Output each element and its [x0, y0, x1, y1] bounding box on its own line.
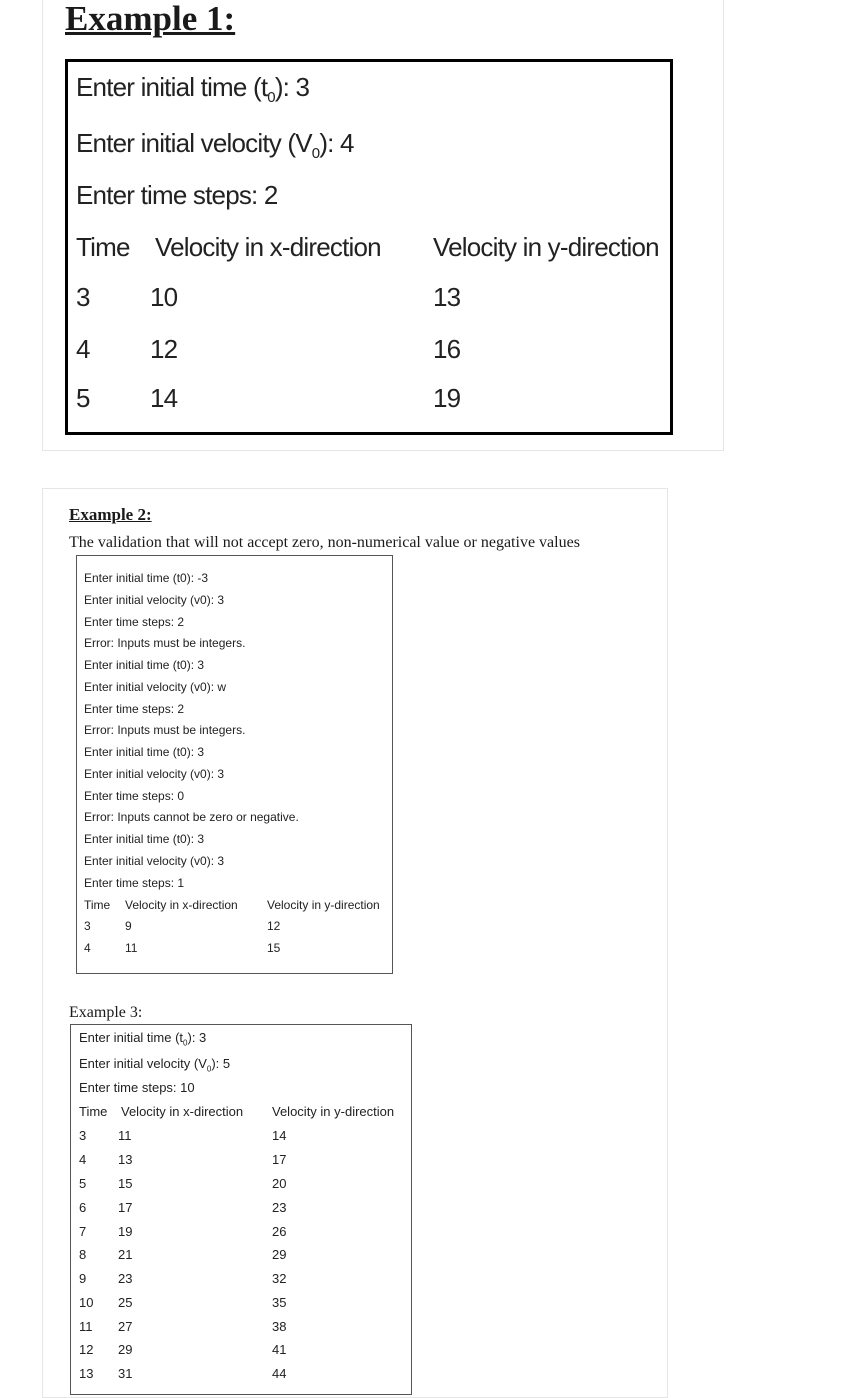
example2-row2-time: 4: [84, 941, 91, 955]
example2-row2-vx: 11: [125, 941, 138, 955]
example3-header-vx: Velocity in x-direction: [121, 1104, 244, 1119]
example1-prompt-time-steps: Enter time steps: 2: [76, 180, 278, 210]
example2-header-time: Time: [84, 898, 111, 912]
example3-row-time: 5: [79, 1176, 87, 1191]
example1-console-output: [65, 59, 673, 435]
example2-line: Enter initial time (t0): 3: [84, 658, 205, 672]
example3-row-vx: 13: [118, 1152, 133, 1167]
example2-line: Enter initial velocity (v0): 3: [84, 767, 225, 781]
example3-row-vx: 11: [118, 1128, 132, 1143]
example3-row-vx: 17: [118, 1200, 133, 1215]
example1-row3-vx: 14: [150, 383, 178, 413]
example1-prompt-initial-time: Enter initial time $(t_0)$: 3: [76, 72, 310, 107]
example2-error-line: Error: Inputs must be integers.: [84, 636, 246, 650]
example3-prompt-initial-velocity: Enter initial velocity $(V_0)$: 5: [79, 1056, 231, 1074]
example2-line: Enter time steps: 2: [84, 702, 185, 716]
example1-row2-vx: 12: [150, 334, 178, 364]
example1-row1-vx: 10: [150, 282, 178, 312]
example2-row1-time: 3: [84, 919, 91, 933]
example1-header-vx: Velocity in x-direction: [155, 232, 381, 262]
example2-description: The validation that will not accept zero, non-numerical value or negative values: [69, 534, 580, 551]
example2-header-vx: Velocity in x-direction: [125, 898, 238, 912]
example3-row-vy: 23: [272, 1200, 287, 1215]
example3-row-vy: 14: [272, 1128, 287, 1143]
example3-header-time: Time: [79, 1104, 108, 1119]
example3-row-vx: 27: [118, 1319, 133, 1334]
example1-header-vy: Velocity in y-direction: [433, 232, 659, 262]
example3-row-vx: 23: [118, 1271, 133, 1286]
example2-line: Enter initial velocity (v0): 3: [84, 593, 225, 607]
example3-row-vy: 17: [272, 1152, 287, 1167]
example1-title: Example 1:: [65, 0, 236, 38]
example2-error-line: Error: Inputs must be integers.: [84, 723, 246, 737]
example1-row1-time: 3: [76, 282, 90, 312]
example2-console-output: [76, 555, 393, 974]
example3-row-time: 13: [79, 1366, 94, 1381]
example2-line: Enter initial time (t0): 3: [84, 832, 205, 846]
example2-error-line: Error: Inputs cannot be zero or negative.: [84, 810, 299, 824]
example3-row-vy: 32: [272, 1271, 287, 1286]
example3-console-output: [70, 1024, 412, 1395]
example3-prompt-initial-time: Enter initial time $(t_0)$: 3: [79, 1030, 207, 1048]
example1-row2-vy: 16: [433, 334, 461, 364]
example2-line: Enter initial velocity (v0): 3: [84, 854, 225, 868]
example3-row-vx: 25: [118, 1295, 133, 1310]
example1-prompt-initial-velocity: Enter initial velocity $(V_0)$: 4: [76, 128, 354, 163]
example3-row-vx: 29: [118, 1342, 133, 1357]
example1-header-time: Time: [76, 232, 130, 262]
example3-prompt-time-steps: Enter time steps: 10: [79, 1080, 195, 1095]
example2-line: Enter initial time (t0): -3: [84, 571, 209, 585]
example2-header-vy: Velocity in y-direction: [267, 898, 380, 912]
example3-row-time: 6: [79, 1200, 87, 1215]
example2-line: Enter time steps: 1: [84, 876, 185, 890]
example3-row-vy: 29: [272, 1247, 287, 1262]
example3-row-time: 3: [79, 1128, 87, 1143]
example3-row-vy: 41: [272, 1342, 287, 1357]
example3-row-vx: 15: [118, 1176, 133, 1191]
example2-3-panel: [42, 488, 668, 1398]
example3-row-time: 7: [79, 1224, 87, 1239]
example2-line: Enter initial time (t0): 3: [84, 745, 205, 759]
example3-row-vy: 44: [272, 1366, 287, 1381]
example2-line: Enter time steps: 2: [84, 615, 185, 629]
example1-row1-vy: 13: [433, 282, 461, 312]
example3-row-vx: 19: [118, 1224, 133, 1239]
example3-row-time: 4: [79, 1152, 87, 1167]
example2-title: Example 2:: [69, 505, 152, 524]
example3-row-vx: 31: [118, 1366, 133, 1381]
example1-panel: [42, 0, 724, 451]
example1-row3-time: 5: [76, 383, 90, 413]
example3-row-time: 11: [79, 1319, 93, 1334]
example1-row2-time: 4: [76, 334, 90, 364]
example3-header-vy: Velocity in y-direction: [272, 1104, 395, 1119]
example2-line: Enter time steps: 0: [84, 789, 185, 803]
example3-row-time: 9: [79, 1271, 87, 1286]
example3-row-vy: 20: [272, 1176, 287, 1191]
example2-row2-vy: 15: [267, 941, 281, 955]
example2-line: Enter initial velocity (v0): w: [84, 680, 227, 694]
example3-row-time: 8: [79, 1247, 87, 1262]
example3-row-time: 12: [79, 1342, 94, 1357]
example2-row1-vx: 9: [125, 919, 132, 933]
example3-row-vy: 38: [272, 1319, 287, 1334]
example1-row3-vy: 19: [433, 383, 461, 413]
example3-title: Example 3:: [69, 1004, 143, 1021]
example3-row-time: 10: [79, 1295, 94, 1310]
example3-row-vx: 21: [118, 1247, 133, 1262]
example2-row1-vy: 12: [267, 919, 281, 933]
example3-row-vy: 35: [272, 1295, 287, 1310]
example3-row-vy: 26: [272, 1224, 287, 1239]
